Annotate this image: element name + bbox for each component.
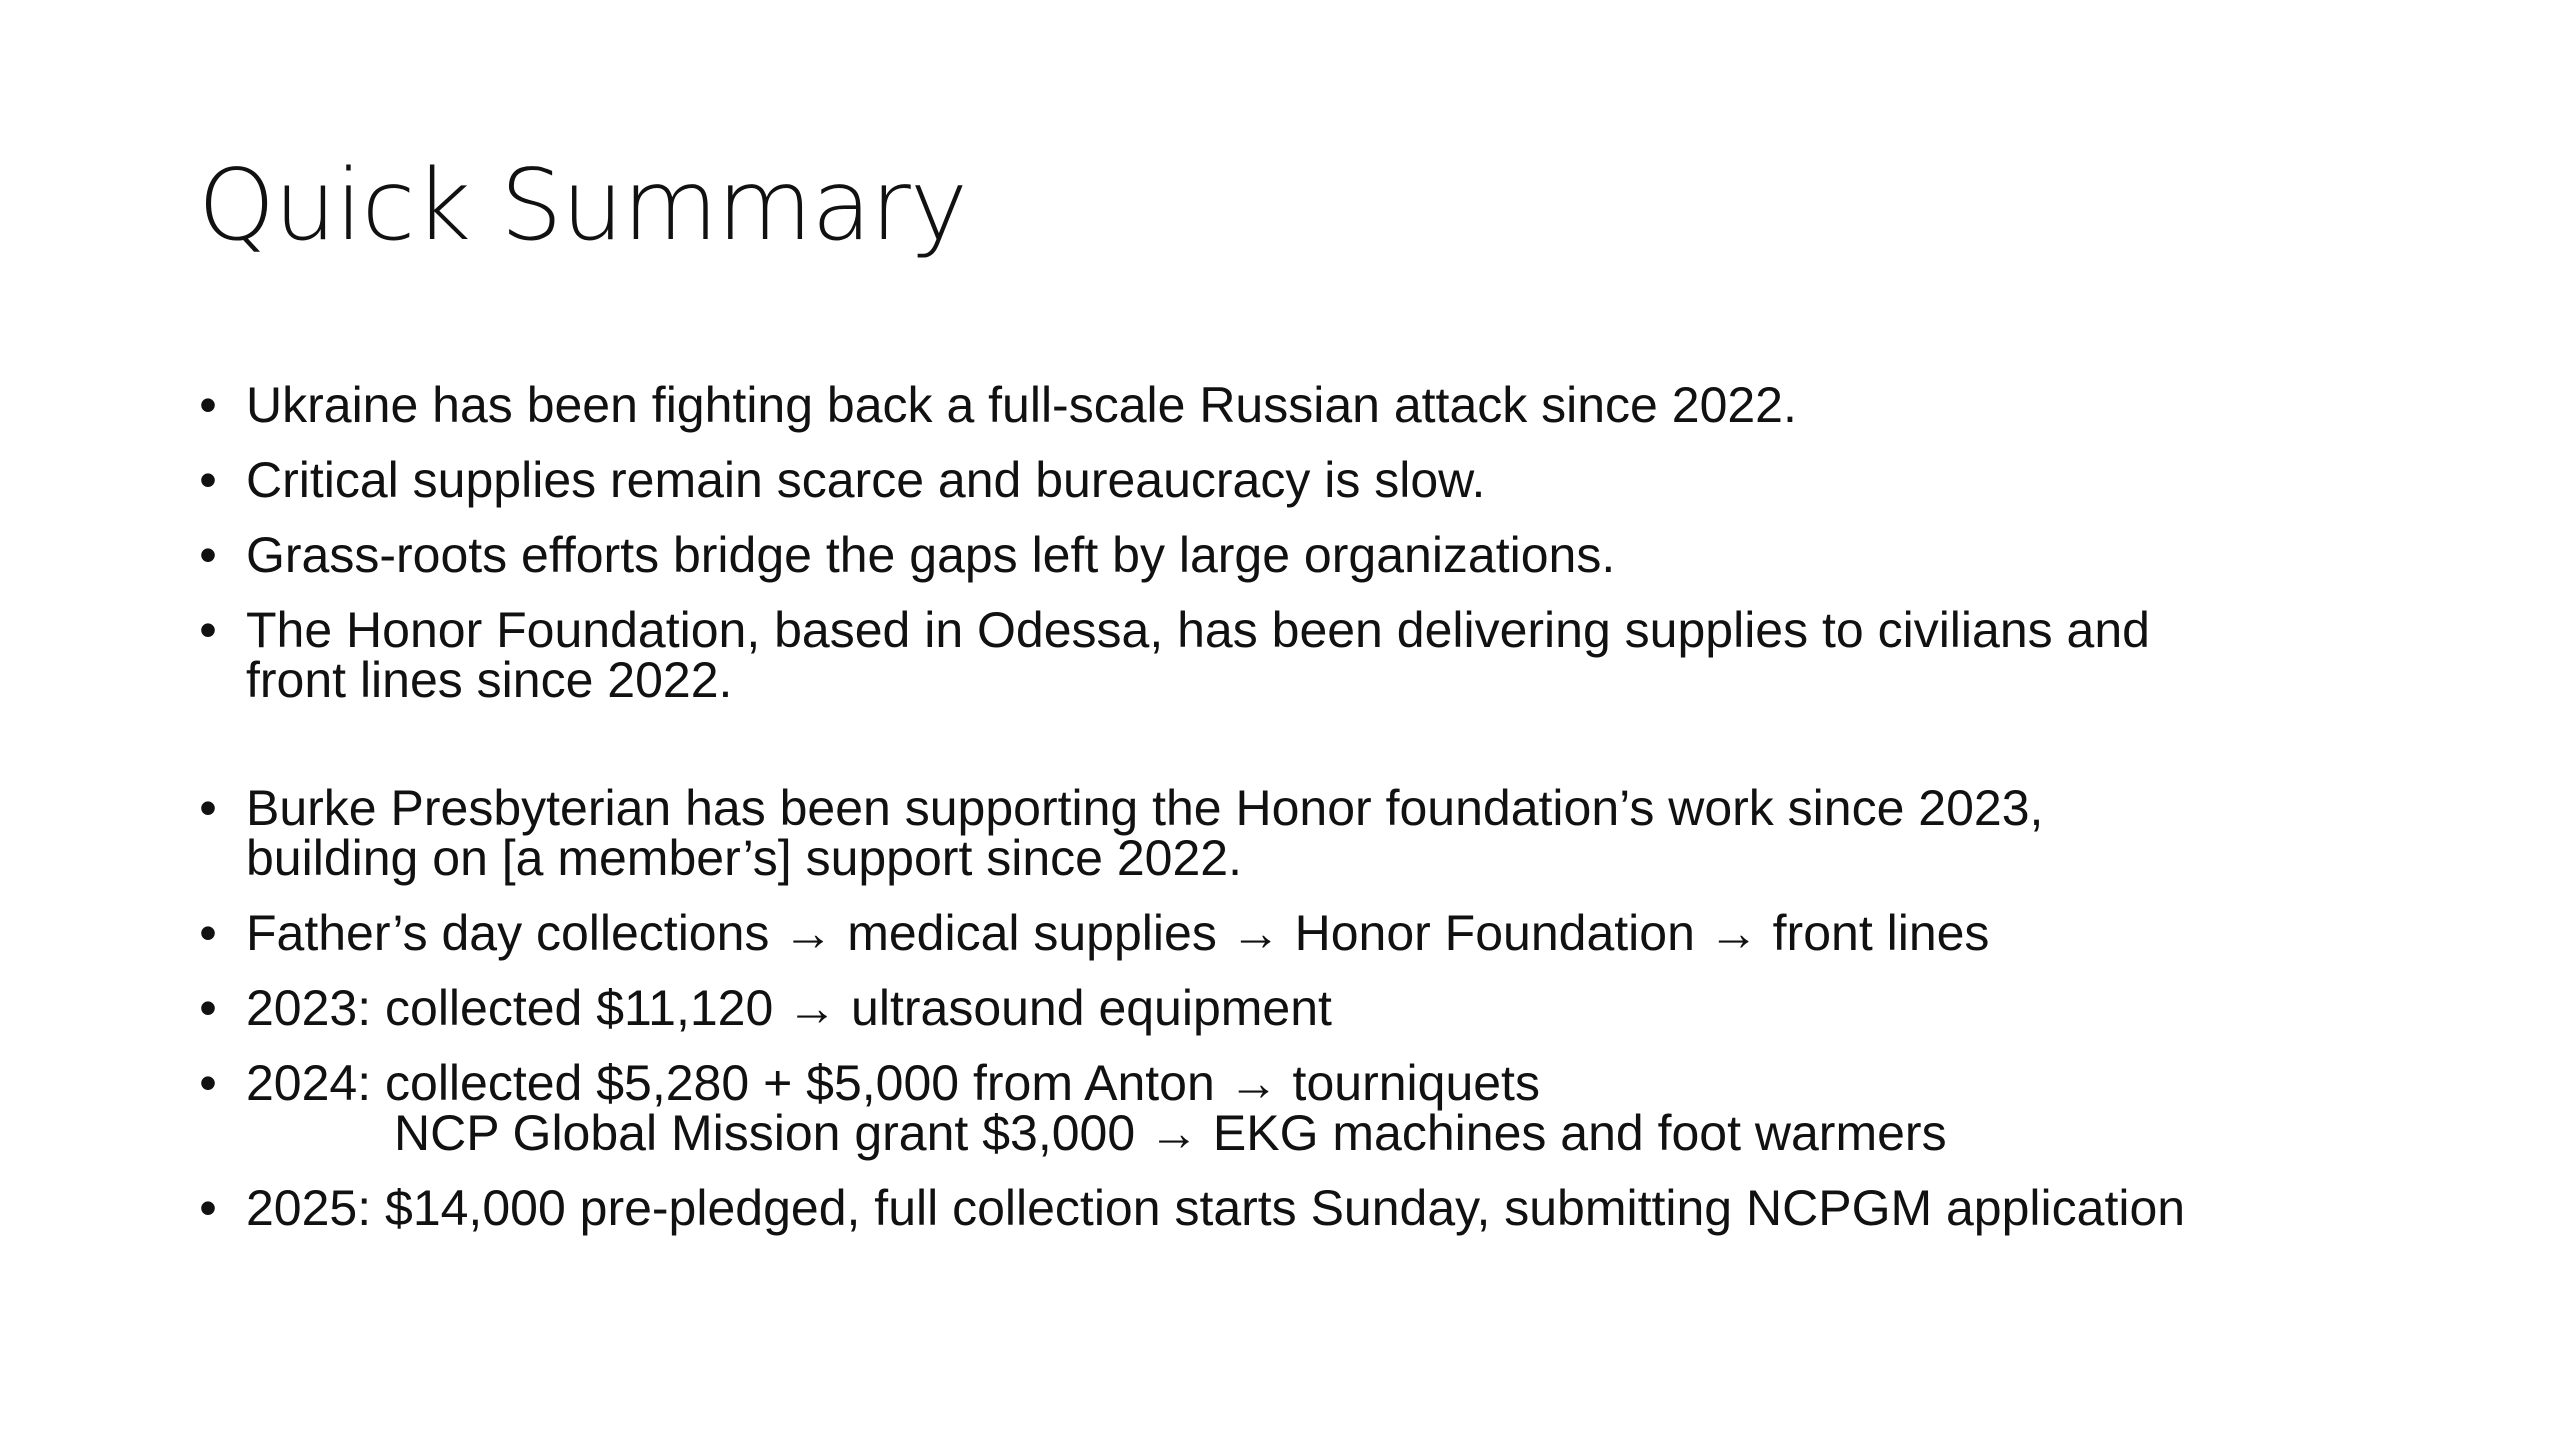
bullet-dot-icon: • (199, 980, 217, 1036)
bullet-text-line-1: 2024: collected $5,280 + $5,000 from Anton → tourniquets (246, 1055, 1540, 1111)
bullet-item-burke-presbyterian (198, 780, 2458, 886)
bullet-text: Grass-roots efforts bridge the gaps left by large organizations. (246, 527, 1616, 583)
bullet-dot-icon: • (199, 1180, 217, 1236)
bullet-text-line-1: Burke Presbyterian has been supporting the Honor foundation’s work since 2023, (246, 780, 2044, 836)
bullet-text-line-2: NCP Global Mission grant $3,000 → EKG machines and foot warmers (394, 1105, 1947, 1161)
bullet-item-honor-foundation (198, 602, 2458, 708)
bullet-list (198, 377, 2458, 1258)
bullet-text-line-2: front lines since 2022. (246, 652, 733, 708)
bullet-dot-icon: • (199, 452, 217, 508)
bullet-item-critical-supplies (198, 452, 2458, 508)
bullet-text-line-2: building on [a member’s] support since 2022. (246, 830, 1242, 886)
bullet-text-line-1: The Honor Foundation, based in Odessa, has been delivering supplies to civilians and (246, 602, 2150, 658)
bullet-text: 2023: collected $11,120 → ultrasound equipment (246, 980, 1332, 1036)
bullet-text: Father’s day collections → medical supplies → Honor Foundation → front lines (246, 905, 1990, 961)
bullet-item-2024 (198, 1055, 2458, 1161)
bullet-item-grass-roots (198, 527, 2458, 583)
bullet-dot-icon: • (199, 377, 217, 433)
bullet-item-ukraine-fighting (198, 377, 2458, 433)
bullet-text: 2025: $14,000 pre-pledged, full collection starts Sunday, submitting NCPGM application (246, 1180, 2186, 1236)
bullet-item-2025 (198, 1180, 2458, 1236)
bullet-item-fathers-day (198, 905, 2458, 961)
bullet-dot-icon: • (199, 905, 217, 961)
bullet-dot-icon: • (199, 527, 217, 583)
slide-title: Quick Summary (198, 149, 967, 263)
bullet-dot-icon: • (199, 602, 217, 658)
bullet-item-2023 (198, 980, 2458, 1036)
bullet-text: Ukraine has been fighting back a full-scale Russian attack since 2022. (246, 377, 1797, 433)
bullet-text: Critical supplies remain scarce and bureaucracy is slow. (246, 452, 1486, 508)
bullet-dot-icon: • (199, 1055, 217, 1111)
bullet-dot-icon: • (199, 780, 217, 836)
